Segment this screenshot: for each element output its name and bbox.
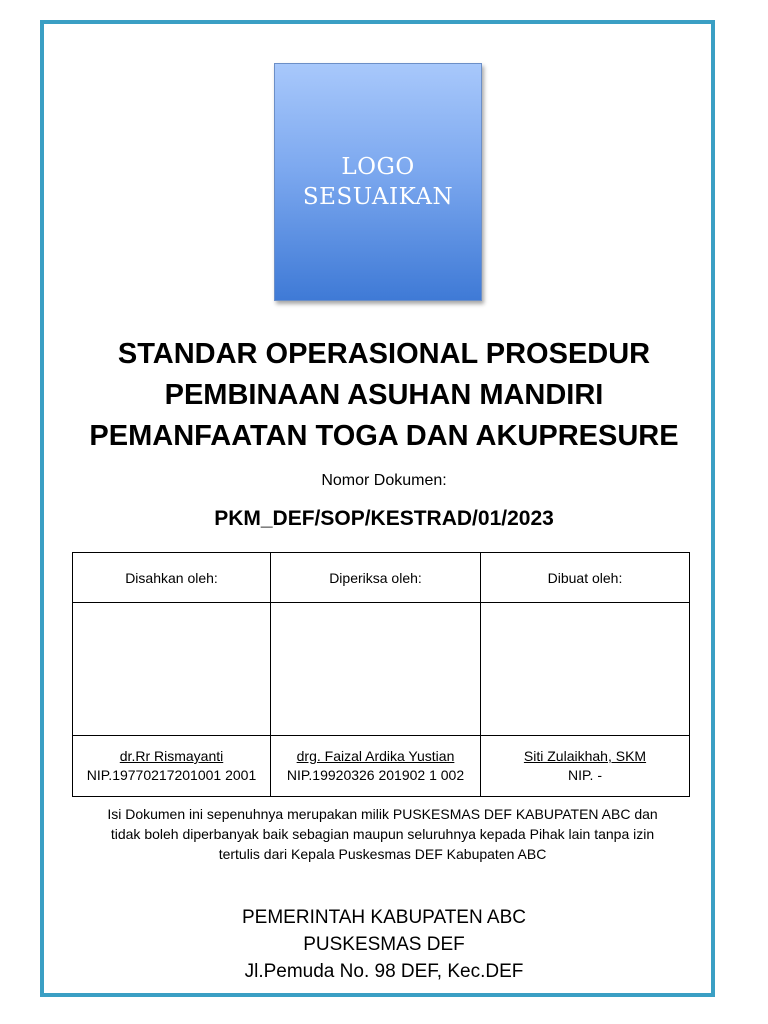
- signer-nip-reviewer: NIP.19920326 201902 1 002: [286, 767, 465, 783]
- document-title-line-3: PEMANFAATAN TOGA DAN AKUPRESURE: [89, 420, 679, 452]
- logo-text-line-1: LOGO: [341, 154, 415, 180]
- signer-preparer: [481, 736, 690, 797]
- signer-approver: [73, 736, 271, 797]
- footer-government: PEMERINTAH KABUPATEN ABC: [242, 907, 526, 928]
- signer-name-row: [73, 736, 690, 797]
- signature-space-approver: [73, 603, 271, 736]
- signer-name-reviewer: drg. Faizal Ardika Yustian: [296, 748, 455, 764]
- document-number: PKM_DEF/SOP/KESTRAD/01/2023: [214, 507, 554, 530]
- document-title-line-1: STANDAR OPERASIONAL PROSEDUR: [117, 338, 651, 370]
- signature-space-reviewer: [271, 603, 481, 736]
- disclaimer-line-2: tidak boleh diperbanyak baik sebagian maupun seluruhnya kepada Pihak lain tanpa izin: [110, 826, 655, 842]
- ownership-disclaimer: [60, 804, 705, 864]
- signer-reviewer: [271, 736, 481, 797]
- logo-text-line-2: SESUAIKAN: [302, 184, 454, 210]
- signature-table: [72, 552, 690, 797]
- logo-placeholder: [274, 63, 482, 301]
- signer-nip-approver: NIP.19770217201001 2001: [86, 767, 257, 783]
- disclaimer-line-3: tertulis dari Kepala Puskesmas DEF Kabupaten ABC: [218, 846, 547, 862]
- role-prepared-by: Dibuat oleh:: [481, 553, 690, 603]
- disclaimer-line-1: Isi Dokumen ini sepenuhnya merupakan milik PUSKESMAS DEF KABUPATEN ABC dan: [107, 806, 658, 822]
- document-number-label: Nomor Dokumen:: [321, 472, 447, 489]
- signature-role-row: [73, 553, 690, 603]
- signer-nip-preparer: NIP. -: [568, 767, 602, 783]
- footer-address: Jl.Pemuda No. 98 DEF, Kec.DEF: [244, 961, 524, 982]
- signature-space-preparer: [481, 603, 690, 736]
- signer-name-preparer: Siti Zulaikhah, SKM: [523, 748, 647, 764]
- footer-health-center: PUSKESMAS DEF: [303, 934, 465, 955]
- signer-name-approver: dr.Rr Rismayanti: [119, 748, 224, 764]
- document-title-line-2: PEMBINAAN ASUHAN MANDIRI: [164, 379, 604, 411]
- signature-space-row: [73, 603, 690, 736]
- role-reviewed-by: Diperiksa oleh:: [271, 553, 481, 603]
- role-approved-by: Disahkan oleh:: [73, 553, 271, 603]
